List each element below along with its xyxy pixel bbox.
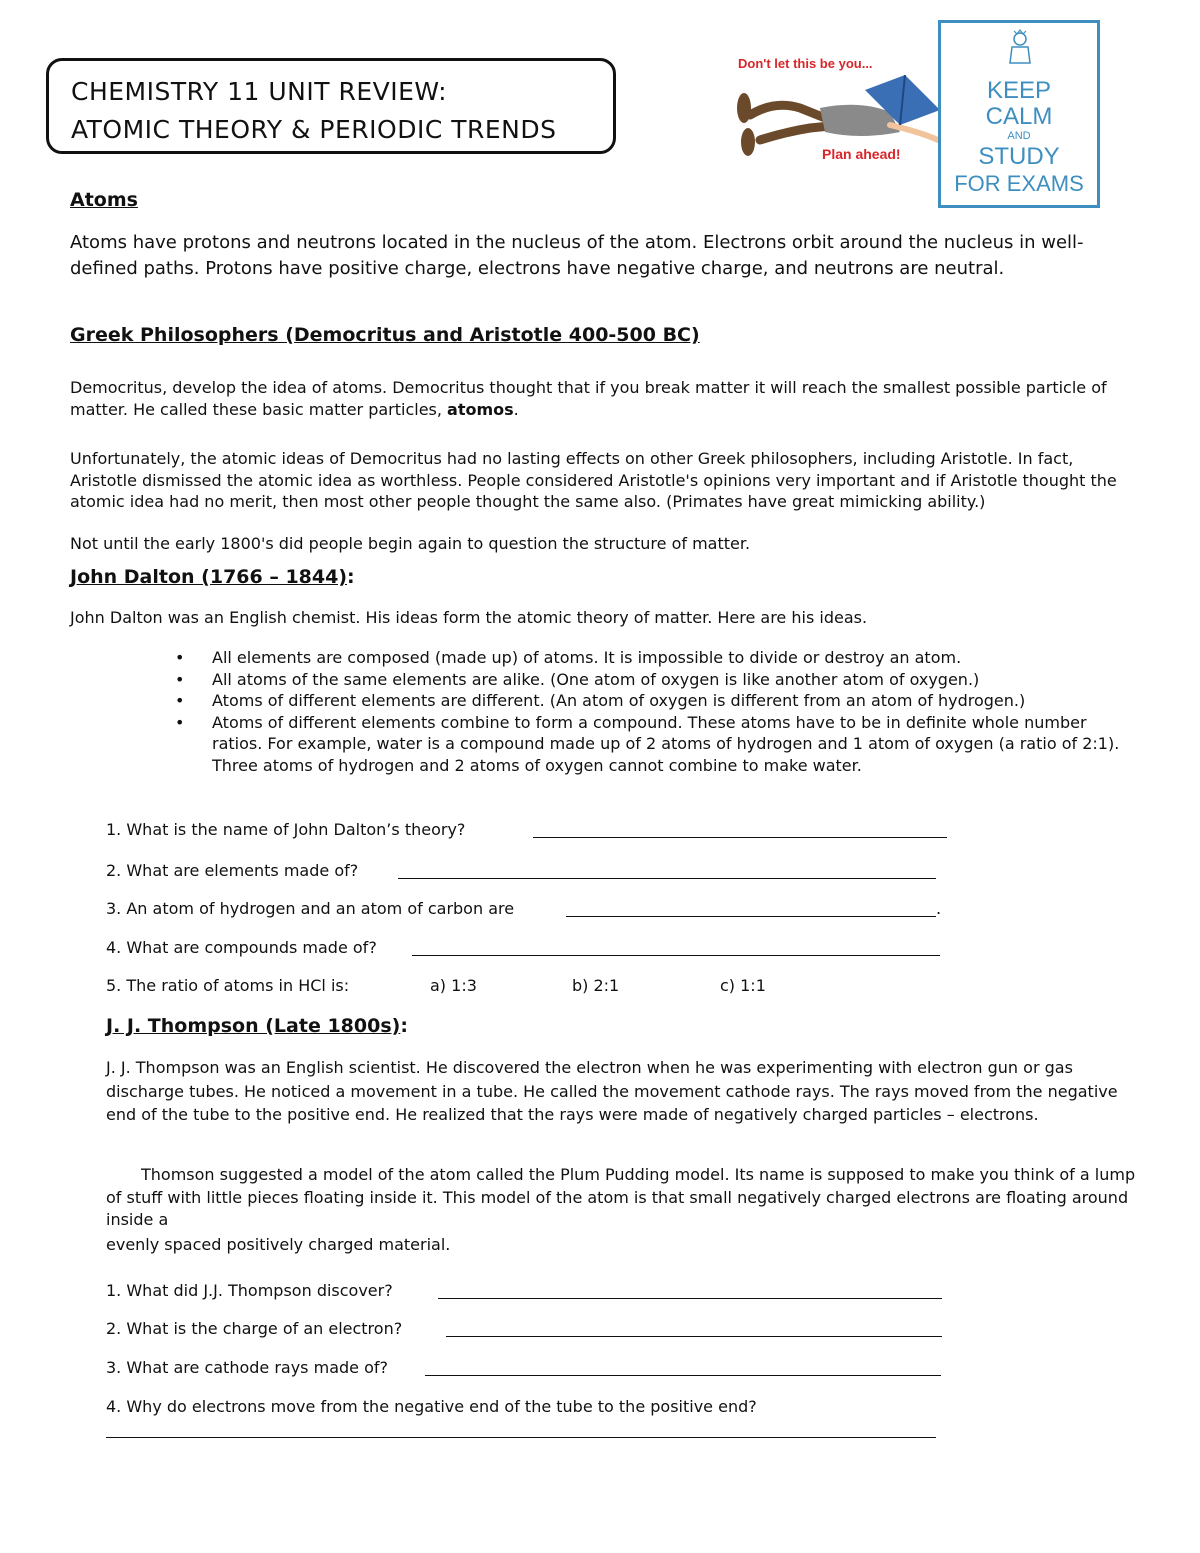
answer-line-dalton-1[interactable] bbox=[533, 837, 947, 838]
thompson-heading-colon: : bbox=[400, 1015, 408, 1037]
thompson-question-3: 3. What are cathode rays made of? bbox=[106, 1358, 388, 1377]
thompson-para-2-end: evenly spaced positively charged material. bbox=[106, 1235, 451, 1254]
list-item: • All elements are composed (made up) of atoms. It is impossible to divide or destroy an atom. bbox=[212, 647, 1132, 669]
poster-for-exams: FOR EXAMS bbox=[954, 171, 1084, 196]
answer-line-thompson-4[interactable] bbox=[106, 1437, 936, 1438]
thompson-heading-row bbox=[106, 1015, 408, 1037]
atoms-heading: Atoms bbox=[70, 189, 138, 211]
answer-line-thompson-3[interactable] bbox=[425, 1375, 941, 1376]
title-line-1: CHEMISTRY 11 UNIT REVIEW: bbox=[71, 77, 448, 106]
thompson-para-2: Thomson suggested a model of the atom called the Plum Pudding model. Its name is supposed to make you think of a lump of stuff with little pieces floating inside it. This model of the atom is that small negatively charged electrons are floating around inside a bbox=[106, 1165, 1136, 1229]
atomos-term: atomos bbox=[447, 399, 514, 419]
answer-line-thompson-2[interactable] bbox=[446, 1336, 942, 1337]
thompson-para-1: J. J. Thompson was an English scientist. He discovered the electron when he was experimenting with electron gun or gas discharge tubes. He noticed a movement in a tube. He called the movement cathode rays. The rays moved from the negative end of the tube to the positive end. He realized that the rays were made of negatively charged particles – electrons. bbox=[106, 1058, 1118, 1124]
keep-calm-poster bbox=[938, 20, 1100, 208]
poster-study: STUDY bbox=[978, 143, 1060, 170]
thompson-question-2: 2. What is the charge of an electron? bbox=[106, 1319, 403, 1338]
list-item: • Atoms of different elements combine to form a compound. These atoms have to be in definite whole number ratios. For example, water is a compound made up of 2 atoms of hydrogen and 1 atom of oxygen (a ratio of 2:1). Three atoms of hydrogen and 2 atoms of oxygen cannot combine to make water. bbox=[212, 712, 1132, 777]
dalton-question-4: 4. What are compounds made of? bbox=[106, 938, 377, 957]
answer-line-dalton-2[interactable] bbox=[398, 878, 936, 879]
title-line-2: ATOMIC THEORY & PERIODIC TRENDS bbox=[71, 115, 557, 144]
dalton-ideas-list bbox=[212, 647, 1132, 776]
dalton-heading: John Dalton (1766 – 1844) bbox=[70, 566, 348, 588]
poster-calm: CALM bbox=[985, 103, 1053, 130]
study-cartoon bbox=[730, 52, 940, 172]
thompson-question-1: 1. What did J.J. Thompson discover? bbox=[106, 1281, 393, 1300]
greek-heading: Greek Philosophers (Democritus and Aristotle 400-500 BC) bbox=[70, 324, 700, 346]
dalton-question-3: 3. An atom of hydrogen and an atom of carbon are bbox=[106, 899, 515, 918]
greek-para-2: Unfortunately, the atomic ideas of Democritus had no lasting effects on other Greek philosophers, including Aristotle. In fact, Aristotle dismissed the atomic idea as worthless. People considered Aristotle's opinions very important and if Aristotle thought the atomic idea had no merit, then most other people thought the same also. (Primates have great mimicking ability.) bbox=[70, 449, 1117, 511]
dalton-question-2: 2. What are elements made of? bbox=[106, 861, 359, 880]
list-item: • All atoms of the same elements are alike. (One atom of oxygen is like another atom of oxygen.) bbox=[212, 669, 1132, 691]
thompson-question-4: 4. Why do electrons move from the negative end of the tube to the positive end? bbox=[106, 1397, 757, 1416]
option-a[interactable]: a) 1:3 bbox=[430, 976, 477, 995]
greek-para-1-end: . bbox=[513, 399, 519, 419]
answer-line-dalton-4[interactable] bbox=[412, 955, 940, 956]
list-item: • Atoms of different elements are different. (An atom of oxygen is different from an atom of hydrogen.) bbox=[212, 690, 1132, 712]
atoms-body: Atoms have protons and neutrons located in the nucleus of the atom. Electrons orbit around the nucleus in well-defined paths. Protons have positive charge, electrons have negative charge, and neutrons are neutral. bbox=[70, 232, 1084, 279]
greek-para-1 bbox=[70, 377, 1140, 420]
option-b[interactable]: b) 2:1 bbox=[572, 976, 620, 995]
cartoon-bottom-text: Plan ahead! bbox=[822, 146, 901, 162]
thompson-heading: J. J. Thompson (Late 1800s) bbox=[106, 1015, 401, 1037]
dalton-intro: John Dalton was an English chemist. His ideas form the atomic theory of matter. Here are his ideas. bbox=[70, 608, 868, 627]
greek-para-1-text: Democritus, develop the idea of atoms. Democritus thought that if you break matter it will reach the smallest possible particle of matter. He called these basic matter particles, bbox=[70, 378, 1107, 419]
answer-line-dalton-3[interactable] bbox=[566, 916, 936, 917]
option-c[interactable]: c) 1:1 bbox=[720, 976, 766, 995]
dalton-question-1: 1. What is the name of John Dalton’s theory? bbox=[106, 820, 466, 839]
poster-keep: KEEP bbox=[986, 77, 1052, 104]
answer-line-thompson-1[interactable] bbox=[438, 1298, 942, 1299]
dalton-question-3-end: . bbox=[936, 899, 942, 918]
title-box bbox=[46, 58, 616, 154]
crown-figure-icon bbox=[1008, 29, 1032, 69]
cartoon-top-text: Don't let this be you... bbox=[738, 56, 873, 71]
greek-para-3: Not until the early 1800's did people begin again to question the structure of matter. bbox=[70, 534, 751, 553]
dalton-heading-colon: : bbox=[347, 566, 355, 588]
dalton-question-5: 5. The ratio of atoms in HCl is: bbox=[106, 976, 350, 995]
dalton-heading-row bbox=[70, 566, 355, 588]
poster-and: AND bbox=[1007, 130, 1031, 142]
